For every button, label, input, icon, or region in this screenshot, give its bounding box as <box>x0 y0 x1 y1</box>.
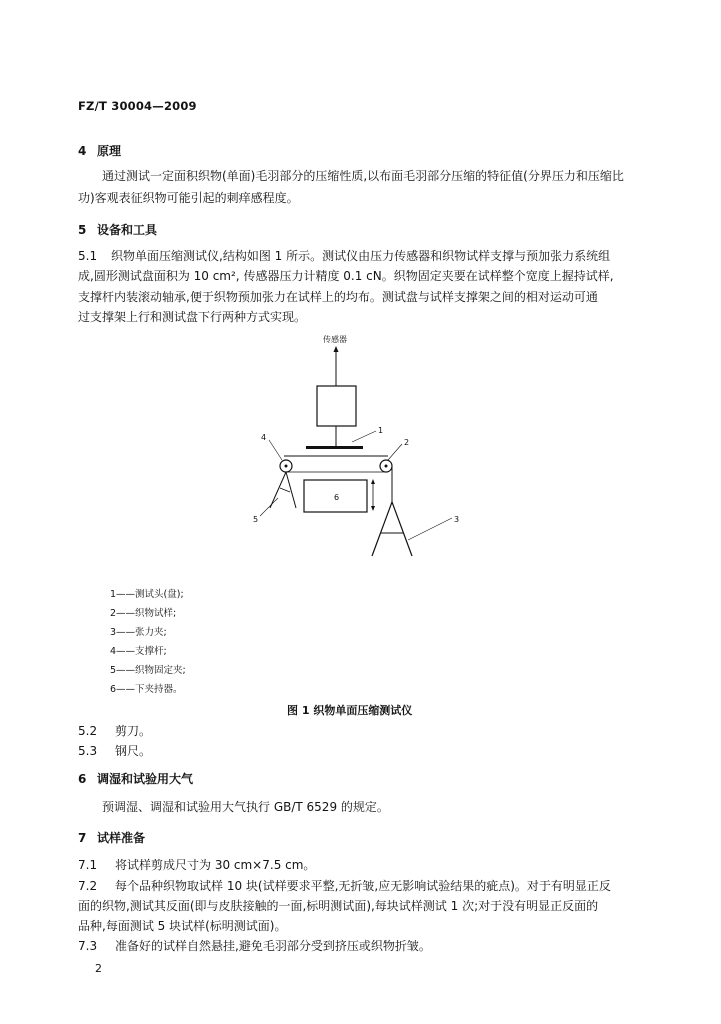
section-6-title: 调湿和试验用大气 <box>97 772 194 786</box>
legend-item-1: 1——测试头(盘); <box>110 589 184 600</box>
test-head-disk <box>306 446 363 449</box>
leader-1 <box>352 431 376 442</box>
callout-1: 1 <box>378 426 384 435</box>
left-stand-leg-2 <box>286 472 296 508</box>
clause-5-2-text: 剪刀。 <box>115 724 152 738</box>
clause-5-1-line-3: 支撑杆内装滚动轴承,便于织物预加张力在试样上的均布。测试盘与试样支撑架之间的相对运动可通 <box>78 290 598 304</box>
callout-3: 3 <box>454 515 460 524</box>
clause-7-2-line-2: 面的织物,测试其反面(即与皮肤接触的一面,标明测试面),每块试样测试 1 次;对于没有明显正反面的 <box>78 899 599 913</box>
motion-arrow-down <box>371 506 375 511</box>
clause-5-1-line-4: 过支撑架上行和测试盘下行两种方式实现。 <box>78 310 307 324</box>
figure-1-diagram <box>240 330 480 575</box>
clause-5-1-line-2: 成,圆形测试盘面积为 10 cm², 传感器压力计精度 0.1 cN。织物固定夹要在试样整个宽度上握持试样, <box>78 269 614 283</box>
section-5-title: 设备和工具 <box>97 223 158 237</box>
left-roller-axle <box>285 465 288 468</box>
section-7-title: 试样准备 <box>97 831 146 845</box>
leader-2 <box>388 444 402 460</box>
left-clamp <box>280 488 290 492</box>
callout-6-inside: 6 <box>334 493 340 502</box>
clause-7-1-number: 7.1 <box>78 858 98 872</box>
motion-arrow-up <box>371 479 375 484</box>
clause-7-1-text: 将试样剪成尺寸为 30 cm×7.5 cm。 <box>115 858 316 872</box>
clause-5-3-text: 钢尺。 <box>115 744 152 758</box>
page-number: 2 <box>95 962 102 975</box>
sensor-label: 传感器 <box>323 335 347 344</box>
leader-4 <box>269 440 282 460</box>
clause-7-3-number: 7.3 <box>78 939 98 953</box>
callout-5: 5 <box>253 515 259 524</box>
left-stand-leg-1 <box>270 472 286 508</box>
clause-5-2-number: 5.2 <box>78 724 98 738</box>
clause-7-2-number: 7.2 <box>78 879 98 893</box>
clause-5-1-line-1: 织物单面压缩测试仪,结构如图 1 所示。测试仪由压力传感器和织物试样支撑与预加张力系统组 <box>111 249 611 263</box>
section-4-paragraph: 通过测试一定面积织物(单面)毛羽部分的压缩性质,以布面毛羽部分压缩的特征值(分界压力和压缩比功)客观表征织物可能引起的刺痒感程度。 <box>78 169 624 205</box>
section-5-number: 5 <box>78 223 87 237</box>
legend-item-4: 4——支撑杆; <box>110 646 167 657</box>
section-4-number: 4 <box>78 144 87 158</box>
pressure-sensor-box <box>317 386 356 426</box>
clause-7-2-line-1: 每个品种织物取试样 10 块(试样要求平整,无折皱,应无影响试验结果的疵点)。对于有明显正反 <box>115 879 611 893</box>
legend-item-5: 5——织物固定夹; <box>110 665 186 676</box>
legend-item-2: 2——织物试样; <box>110 608 177 619</box>
section-6-paragraph: 预调湿、调湿和试验用大气执行 GB/T 6529 的规定。 <box>102 800 389 814</box>
section-7-number: 7 <box>78 831 87 845</box>
section-6-number: 6 <box>78 772 87 786</box>
clause-7-3-text: 准备好的试样自然悬挂,避免毛羽部分受到挤压或织物折皱。 <box>115 939 431 953</box>
leader-3 <box>408 518 452 540</box>
legend-item-6: 6——下夹持器。 <box>110 684 183 695</box>
sensor-arrowhead <box>334 346 339 352</box>
right-roller-axle <box>385 465 388 468</box>
legend-item-3: 3——张力夹; <box>110 627 167 638</box>
leader-5 <box>260 498 278 516</box>
tripod-leg-left <box>372 502 392 556</box>
clause-5-1-number: 5.1 <box>78 249 98 263</box>
tripod-leg-right <box>392 502 412 556</box>
callout-4: 4 <box>261 433 267 442</box>
section-4-title: 原理 <box>97 144 122 158</box>
clause-5-3-number: 5.3 <box>78 744 98 758</box>
clause-7-2-line-3: 品种,每面测试 5 块试样(标明测试面)。 <box>78 919 287 933</box>
standard-header: FZ/T 30004—2009 <box>78 99 197 113</box>
callout-2: 2 <box>404 438 410 447</box>
figure-1-caption: 图 1 织物单面压缩测试仪 <box>287 704 413 717</box>
